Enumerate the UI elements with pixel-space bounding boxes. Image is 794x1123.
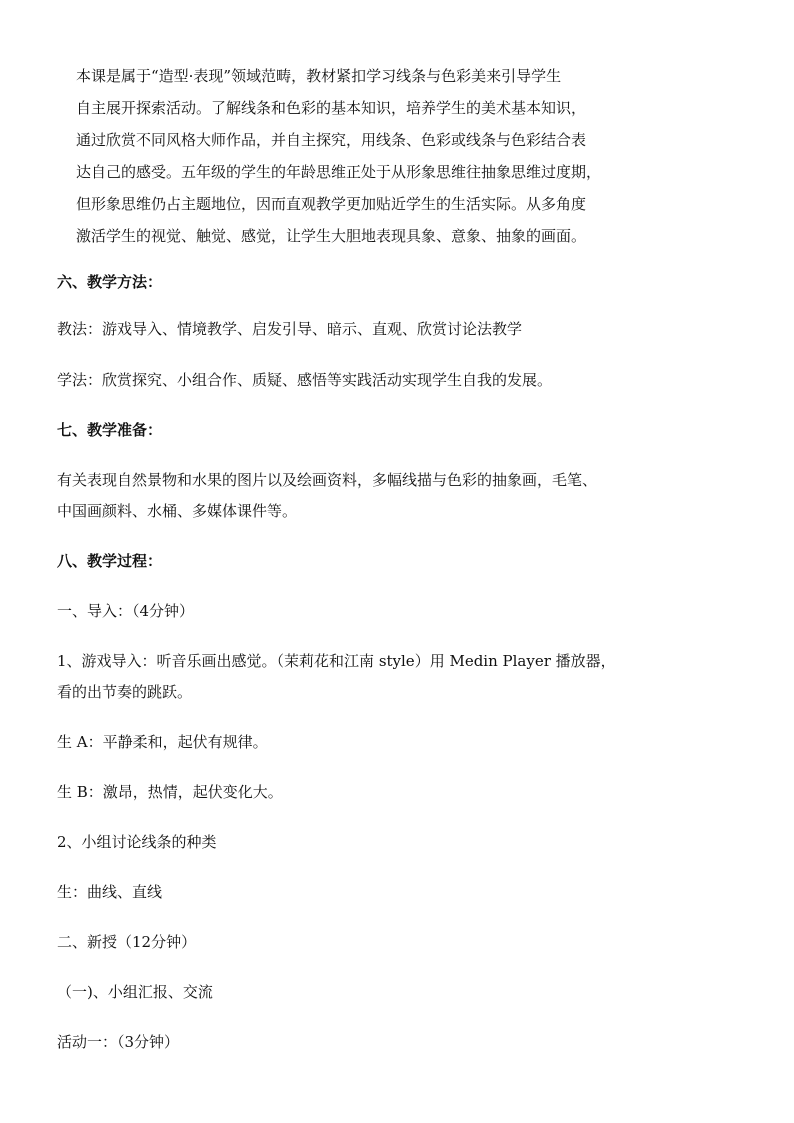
step-title-intro: 一、导入：（4分钟） [57,602,195,620]
student-b-answer: 生 B：激昂，热情，起伏变化大。 [57,783,283,801]
preparation-line: 中国画颜料、水桶、多媒体课件等。 [57,502,298,520]
subsection-title: （一)、小组汇报、交流 [57,983,213,1001]
section-heading-teaching-methods: 六、教学方法： [57,273,163,291]
activity-title: 活动一：（3分钟） [57,1033,180,1051]
intro-line: 本课是属于“造型·表现”领域范畴，教材紧扣学习线条与色彩美来引导学生 [76,67,562,85]
intro-line: 达自己的感受。五年级的学生的年龄思维正处于从形象思维往抽象思维过度期， [76,163,602,181]
section-heading-preparation: 七、教学准备： [57,421,163,439]
intro-line: 激活学生的视觉、触觉、感觉，让学生大胆地表现具象、意象、抽象的画面。 [76,227,587,245]
game-intro-line: 看的出节奏的跳跃。 [57,683,193,701]
student-answer: 生：曲线、直线 [57,883,163,901]
section-heading-process: 八、教学过程： [57,552,163,570]
intro-line: 但形象思维仍占主题地位，因而直观教学更加贴近学生的生活实际。从多角度 [76,195,587,213]
step-title-new-lesson: 二、新授（12分钟） [57,933,197,951]
intro-line: 自主展开探索活动。了解线条和色彩的基本知识，培养学生的美术基本知识， [76,99,587,117]
teaching-method-text: 教法：游戏导入、情境教学、启发引导、暗示、直观、欣赏讨论法教学 [57,320,523,338]
student-a-answer: 生 A：平静柔和，起伏有规律。 [57,733,268,751]
intro-line: 通过欣赏不同风格大师作品，并自主探究，用线条、色彩或线条与色彩结合表 [76,131,587,149]
preparation-line: 有关表现自然景物和水果的图片以及绘画资料，多幅线描与色彩的抽象画，毛笔、 [57,471,598,489]
intro-paragraph [76,60,636,252]
group-discussion-item: 2、小组讨论线条的种类 [57,833,217,851]
game-intro-line: 1、游戏导入：听音乐画出感觉。（茉莉花和江南 style）用 Medin Player 播放器， [57,652,616,670]
learning-method-text: 学法：欣赏探究、小组合作、质疑、感悟等实践活动实现学生自我的发展。 [57,371,553,389]
